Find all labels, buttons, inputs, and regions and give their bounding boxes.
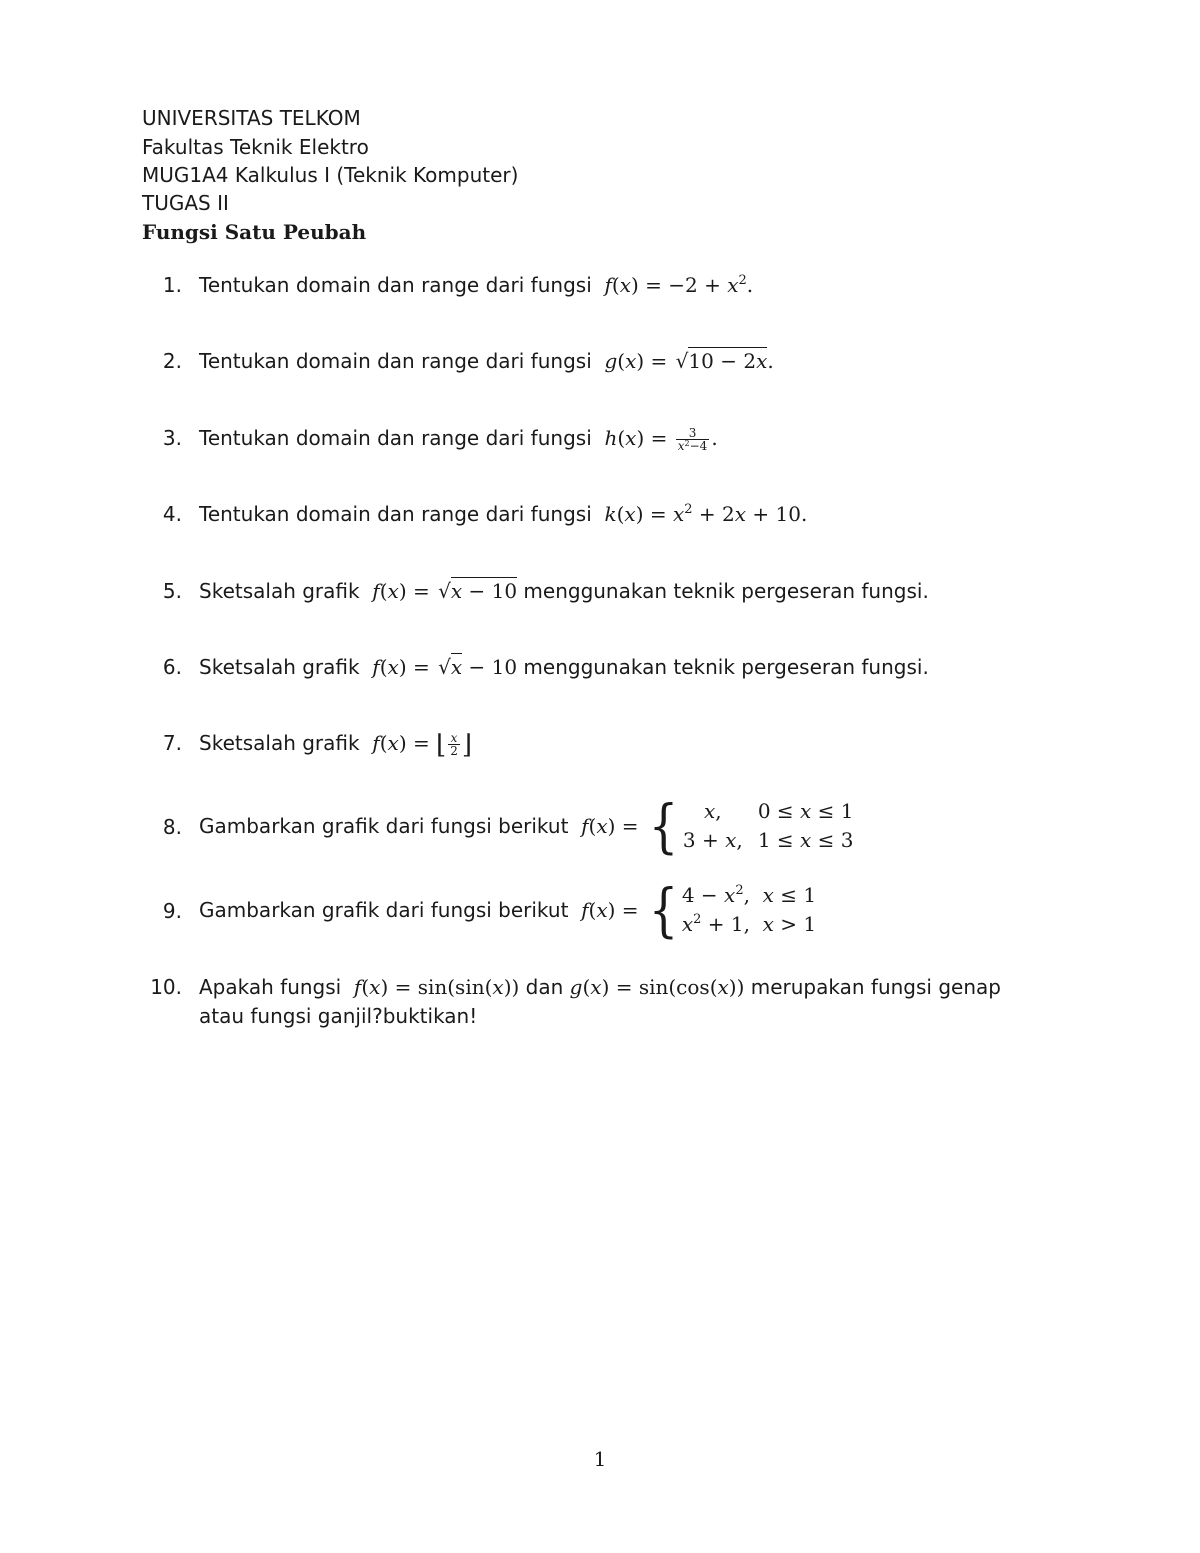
- problem-number: 2.: [162, 349, 182, 373]
- formula: h: [598, 426, 618, 450]
- problem-text: Sketsalah grafik: [199, 579, 360, 603]
- course-title: MUG1A4 Kalkulus I (Teknik Komputer): [142, 163, 519, 187]
- problem-text: Gambarkan grafik dari fungsi berikut: [199, 898, 569, 922]
- faculty-name: Fakultas Teknik Elektro: [142, 135, 369, 159]
- problem-middle: dan: [525, 975, 564, 999]
- problem-suffix: menggunakan teknik pergeseran fungsi.: [523, 579, 929, 603]
- piecewise-cases: x, 0 ≤ x ≤ 1 3 + x, 1 ≤ x ≤ 3: [682, 799, 854, 852]
- page-number: 1: [593, 1447, 607, 1471]
- problem-number: 9.: [162, 899, 182, 923]
- formula-f: f: [347, 975, 362, 999]
- problem-text: Tentukan domain dan range dari fungsi: [199, 426, 592, 450]
- formula-g: g: [569, 975, 583, 999]
- problem-number: 3.: [162, 426, 182, 450]
- problem-number: 10.: [150, 975, 182, 999]
- problem-number: 1.: [162, 273, 182, 297]
- problem-number: 7.: [162, 731, 182, 755]
- problem-10-line-2: atau fungsi ganjil?buktikan!: [199, 1004, 478, 1028]
- formula: f: [574, 814, 589, 838]
- problem-text: Tentukan domain dan range dari fungsi: [199, 502, 592, 526]
- formula: f: [365, 731, 380, 755]
- university-name: UNIVERSITAS TELKOM: [142, 106, 361, 130]
- problem-text: Tentukan domain dan range dari fungsi: [199, 349, 592, 373]
- problem-text: Sketsalah grafik: [199, 731, 360, 755]
- assignment-title: TUGAS II: [142, 191, 229, 215]
- formula: f: [365, 655, 380, 679]
- formula: g: [598, 349, 618, 373]
- problem-suffix: merupakan fungsi genap: [750, 975, 1001, 999]
- problem-number: 8.: [162, 815, 182, 839]
- problem-number: 5.: [162, 579, 182, 603]
- problem-text: Tentukan domain dan range dari fungsi: [199, 273, 592, 297]
- formula: f: [574, 898, 589, 922]
- topic-title: Fungsi Satu Peubah: [142, 220, 367, 244]
- problem-number: 4.: [162, 502, 182, 526]
- problem-text: Apakah fungsi: [199, 975, 342, 999]
- problem-number: 6.: [162, 655, 182, 679]
- formula: k: [598, 502, 617, 526]
- left-brace: {: [648, 792, 679, 860]
- problem-text: Sketsalah grafik: [199, 655, 360, 679]
- problem-suffix: menggunakan teknik pergeseran fungsi.: [523, 655, 929, 679]
- piecewise-cases: $4 - x^2$, x ≤ 1 $x^2 + 1$, x > 1: [681, 883, 817, 936]
- problem-text: Gambarkan grafik dari fungsi berikut: [199, 814, 569, 838]
- formula: f: [598, 273, 612, 297]
- left-brace: {: [648, 876, 679, 944]
- document-page: UNIVERSITAS TELKOM Fakultas Teknik Elektro MUG1A4 Kalkulus I (Teknik Komputer) TUGAS II Fungsi Satu Peubah 1. Tentukan domain dan range dari fungsi $f(x) = -2 + x^2$. 2. Tentukan domain dan range dari fungsi g(x) = √10 − 2x. 3. Tentukan domain dan range dari fungsi h(x) = $\frac{3}{x^2-4}$ . 4. Tentukan domain dan range dari fungsi $k(x) = x^2 + 2x + 10$. 5. Sketsalah grafik f(x) = √x − 10 menggunakan teknik pergeseran fungsi. 6. Sketsalah grafik f(x) = √x − 10 menggunakan teknik pergeseran fungsi. 7. Sketsalah grafik f(x) = ⌊ $\frac{x}{2}$ ⌋ 8. Gambarkan grafik dari fungsi berikut f(x) = { x, 0 ≤ x ≤ 1 3 + x, 1 ≤ x ≤ 3 9. Gambarkan grafik dari fungsi berikut f(x) = { $4 - x^2$, x ≤ 1 $x^2 + 1$, x > 1 10. Apakah fungsi f(x) = sin(sin(x)) dan g(x) = sin(cos(x)) merupakan fungsi genap atau fungsi ganjil?buktikan! 1: [0, 0, 1200, 1553]
- formula: f: [365, 579, 380, 603]
